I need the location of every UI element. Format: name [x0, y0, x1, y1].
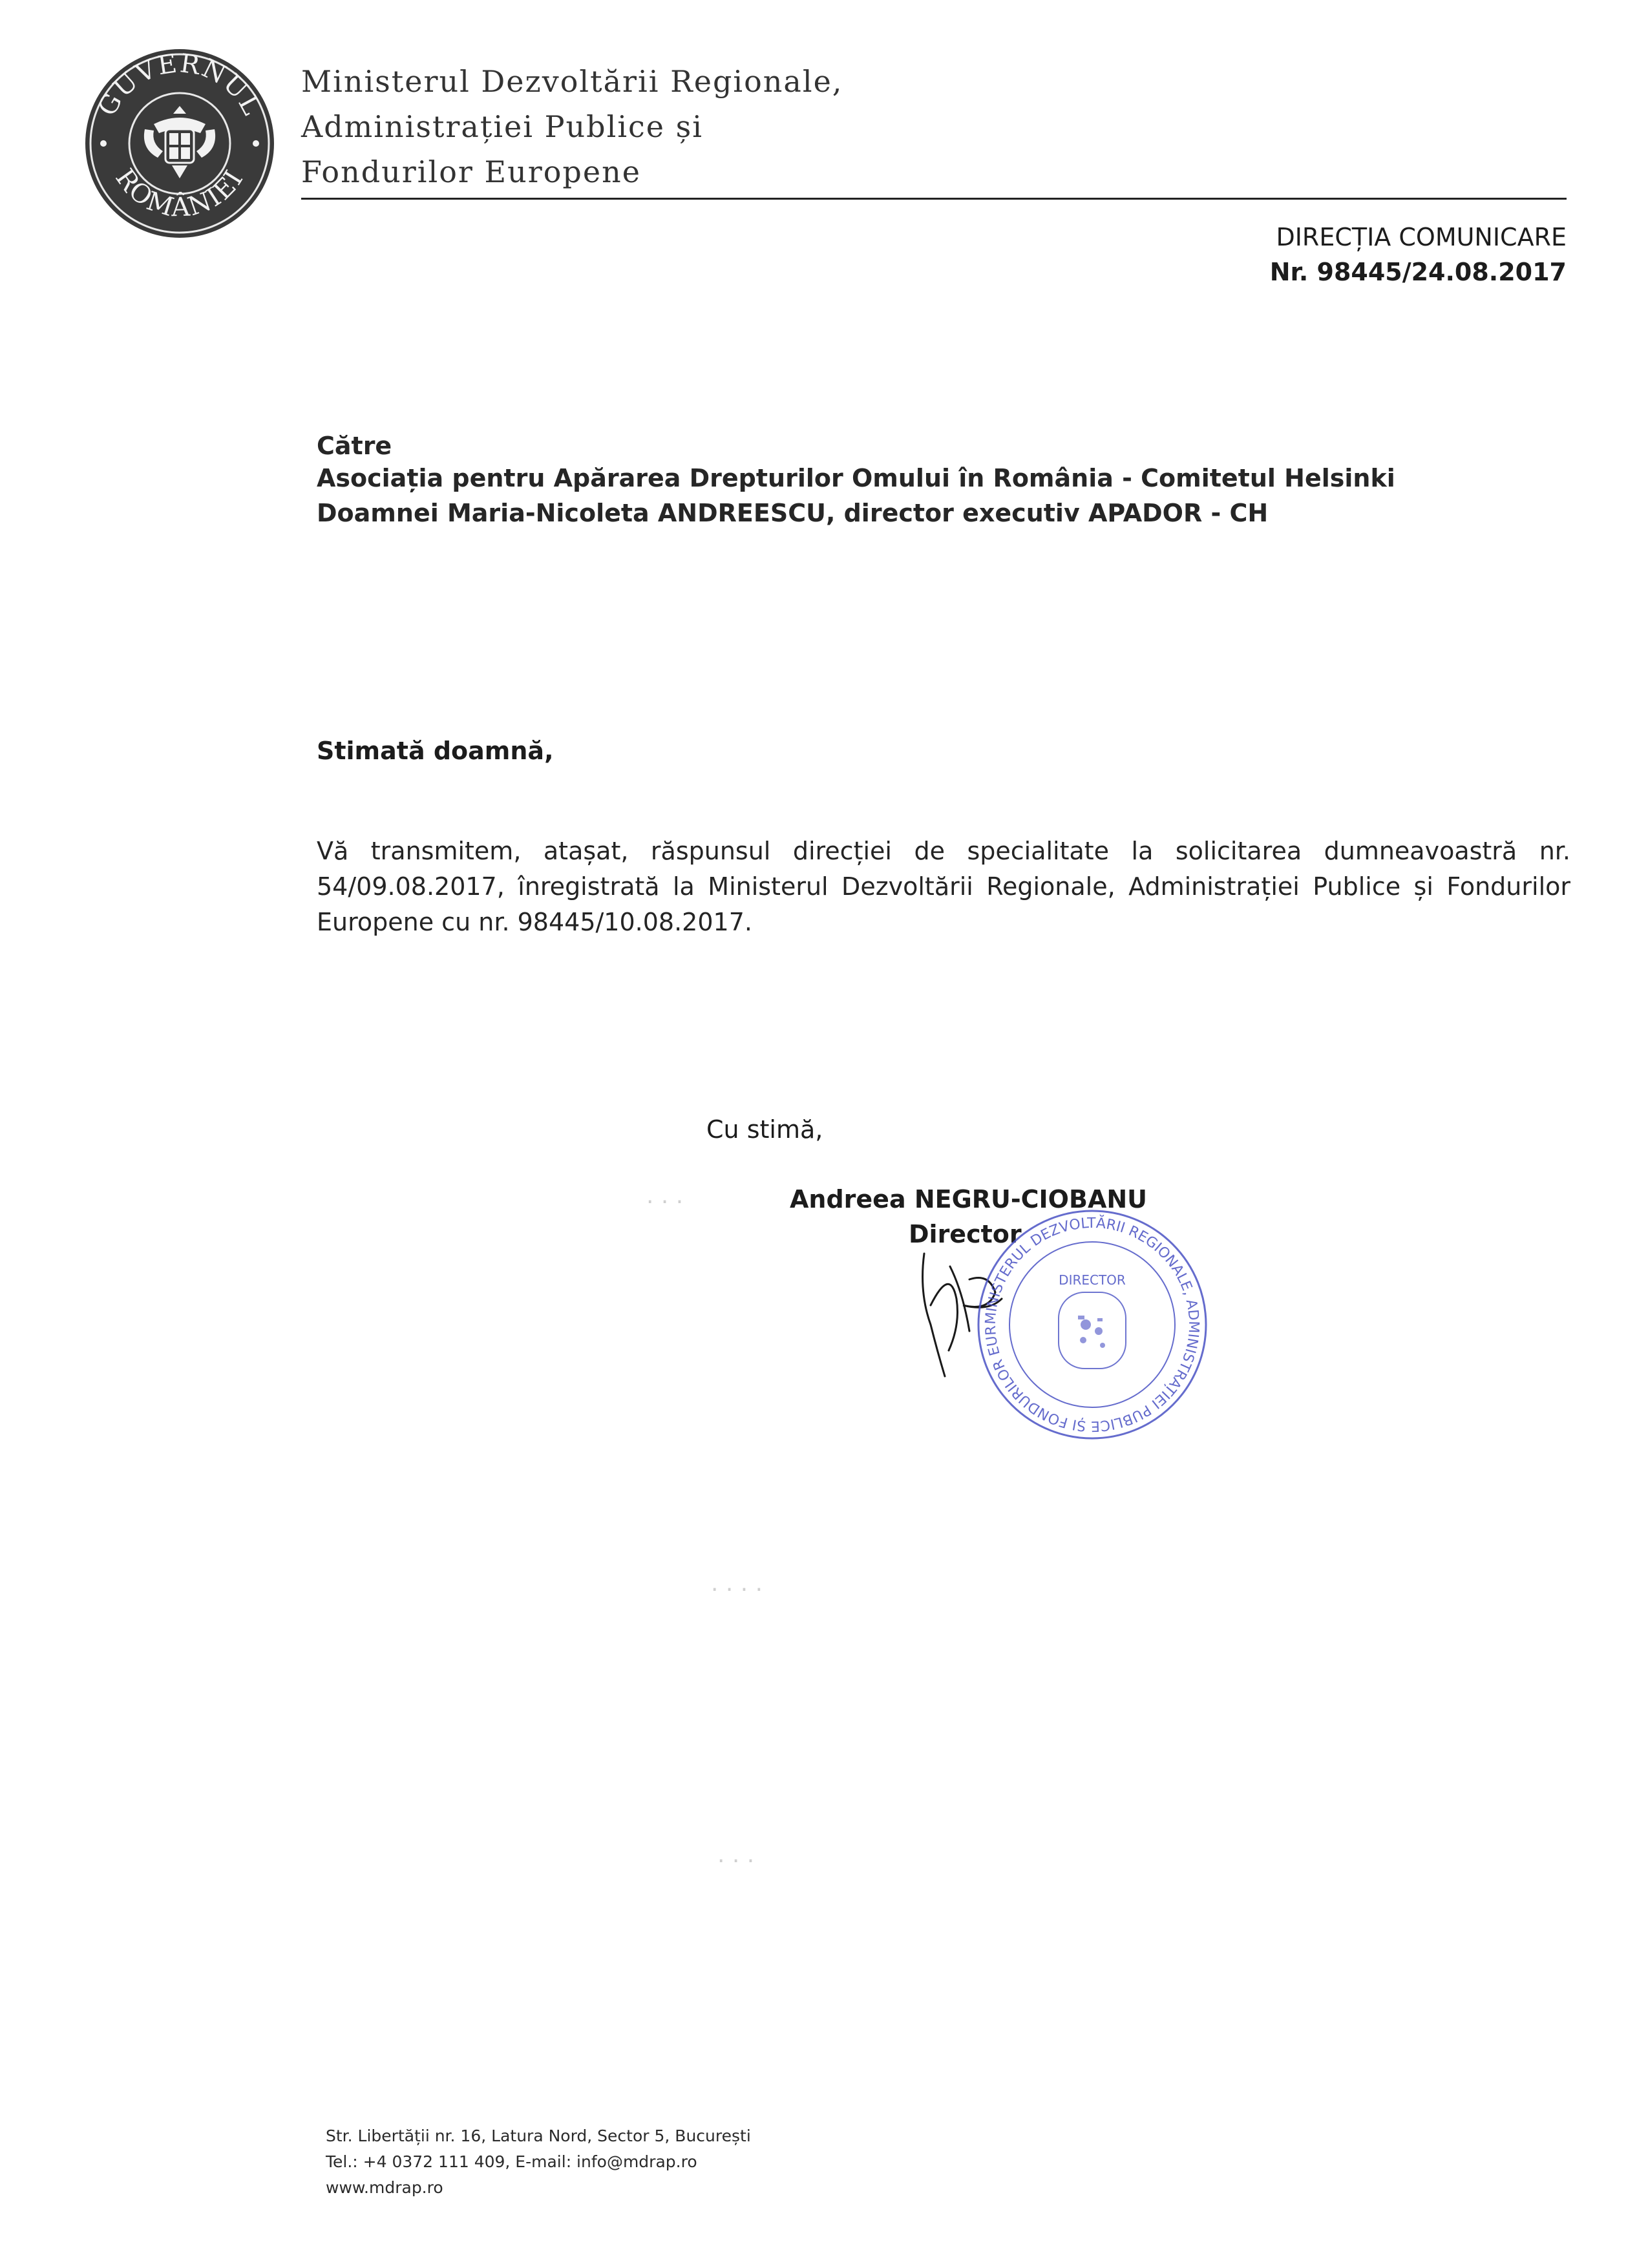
bleed-through-artifact: · · · — [646, 1189, 684, 1215]
svg-text:GUVERNUL: GUVERNUL — [92, 48, 268, 121]
salutation: Stimată doamnă, — [317, 737, 554, 765]
svg-text:MINISTERUL DEZVOLTĂRII REGIONA: MINISTERUL DEZVOLTĂRII REGIONALE, ADMINISTRAȚIEI PUBLICE ȘI FONDURILOR EUR — [982, 1215, 1202, 1434]
recipient-label: Către — [317, 432, 392, 460]
svg-text:DIRECTOR: DIRECTOR — [1059, 1272, 1126, 1288]
signatory-name: Andreea NEGRU-CIOBANU — [790, 1185, 1148, 1213]
footer-website: www.mdrap.ro — [326, 2178, 443, 2197]
ministry-name-line-1: Ministerul Dezvoltării Regionale, — [301, 64, 843, 99]
department-name: DIRECȚIA COMUNICARE — [1276, 223, 1567, 251]
ministry-name-line-3: Fondurilor Europene — [301, 154, 641, 189]
header-divider — [301, 198, 1567, 200]
footer-address: Str. Libertății nr. 16, Latura Nord, Sector 5, București — [326, 2126, 751, 2145]
official-stamp — [969, 1202, 1215, 1447]
svg-text:ROMÂNIEI: ROMÂNIEI — [109, 163, 250, 223]
footer-contact: Tel.: +4 0372 111 409, E-mail: info@mdrap.ro — [326, 2152, 697, 2171]
signatory-title: Director — [909, 1220, 1022, 1248]
bleed-through-artifact: · · · — [717, 1848, 755, 1874]
stamp-emblem-icon — [1078, 1316, 1105, 1348]
ministry-name-line-2: Administrației Publice și — [301, 109, 703, 144]
seal-graphic — [83, 47, 277, 240]
government-seal-logo — [83, 47, 277, 240]
letter-body: Vă transmitem, atașat, răspunsul direcției de specialitate la solicitarea dumneavoastră nr. 54/09.08.2017, înregistrată la Ministerul Dezvoltării Regionale, Administrației Publice și Fondurilor Europene cu nr. 98445/10.08.2017. — [317, 837, 1570, 936]
recipient-person: Doamnei Maria-Nicoleta ANDREESCU, director executiv APADOR - CH — [317, 499, 1269, 527]
closing-phrase: Cu stimă, — [706, 1115, 823, 1144]
registration-number: Nr. 98445/24.08.2017 — [1269, 258, 1567, 286]
recipient-organization: Asociația pentru Apărarea Drepturilor Omului în România - Comitetul Helsinki — [317, 464, 1395, 492]
bleed-through-artifact: · · · · — [711, 1577, 763, 1603]
